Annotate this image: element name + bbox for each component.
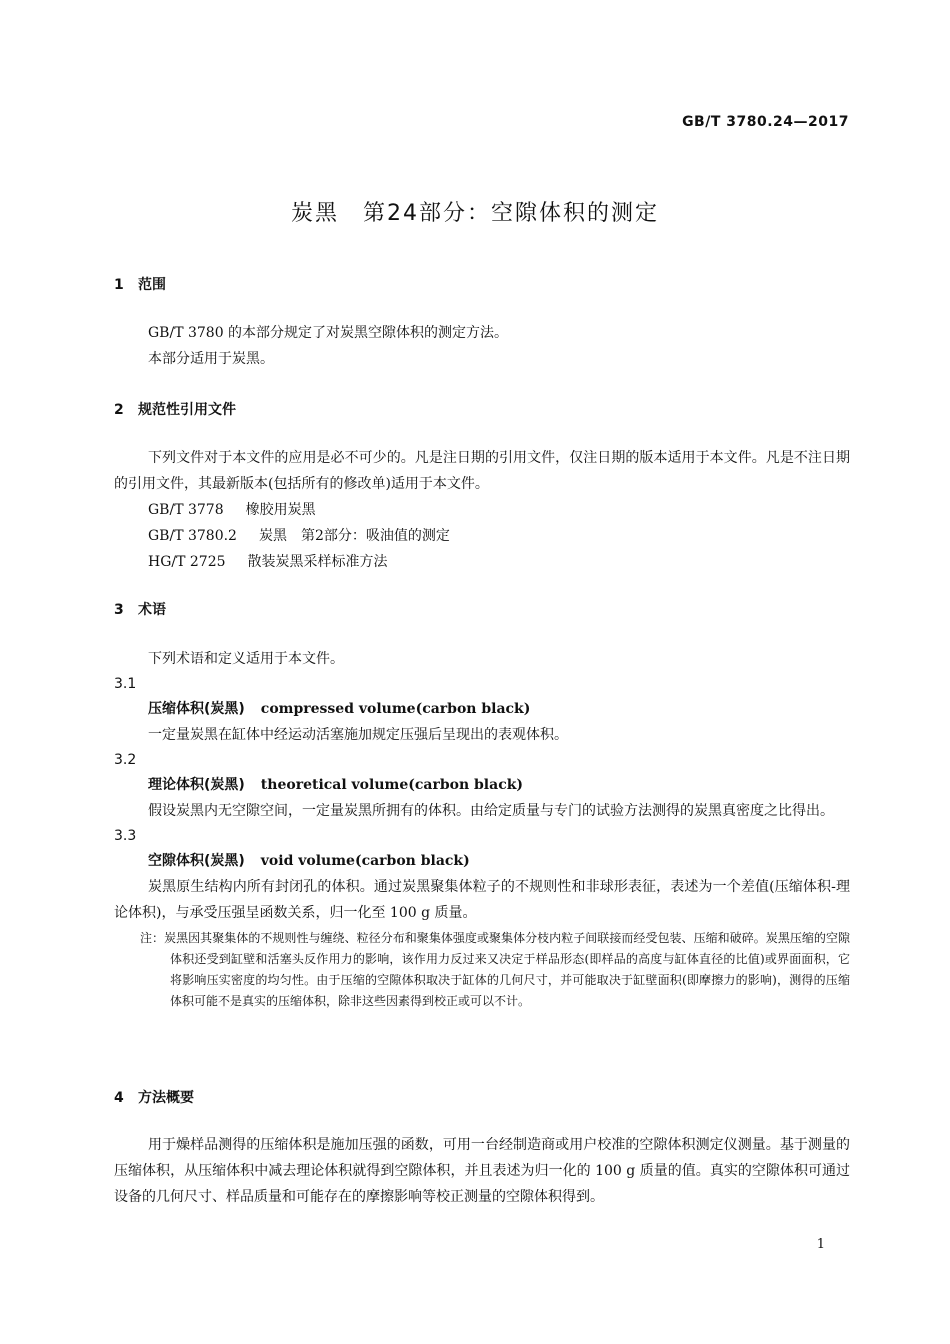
reference-title: 散装炭黑采样标准方法	[247, 554, 388, 570]
reference-code: GB/T 3778	[148, 502, 224, 518]
paragraph: GB/T 3780 的本部分规定了对炭黑空隙体积的测定方法。	[148, 325, 509, 341]
paragraph: 用于燥样品测得的压缩体积是施加压强的函数，可用一台经制造商或用户校准的空隙体积测定仪测量。基于测量的压缩体积，从压缩体积中减去理论体积就得到空隙体积，并且表述为归一化的 100 g 质量的值。真实的空隙体积可通过设备的几何尺寸、样品质量和可能存在的摩擦影响等校正测量的空隙体积得到。	[114, 1137, 850, 1205]
note	[114, 928, 850, 1012]
section-number: 1	[114, 277, 124, 293]
section-title: 规范性引用文件	[138, 402, 236, 418]
section-4-body	[114, 1132, 850, 1210]
reference-code: HG/T 2725	[148, 554, 226, 570]
section-title: 术语	[138, 602, 166, 618]
paragraph: 下列文件对于本文件的应用是必不可少的。凡是注日期的引用文件，仅注日期的版本适用于本文件。凡是不注日期的引用文件，其最新版本(包括所有的修改单)适用于本文件。	[114, 450, 850, 492]
section-1-heading	[114, 274, 850, 294]
term-definition: 炭黑原生结构内所有封闭孔的体积。通过炭黑聚集体粒子的不规则性和非球形表征，表述为一个差值(压缩体积-理论体积)，与承受压强呈函数关系，归一化至 100 g 质量。	[114, 879, 850, 921]
section-number: 4	[114, 1090, 124, 1106]
term-entry	[114, 772, 850, 798]
section-2-body	[114, 445, 850, 575]
note-text: 炭黑因其聚集体的不规则性与缠绕、粒径分布和聚集体强度或聚集体分枝内粒子间联接而经受包装、压缩和破碎。炭黑压缩的空隙体积还受到缸壁和活塞头反作用力的影响，该作用力反过来又决定于样品形态(即样品的高度与缸体直径的比值)或界面面积，它将影响压实密度的均匀性。由于压缩的空隙体积取决于缸体的几何尺寸，并可能取决于缸壁面积(即摩擦力的影响)，测得的压缩体积可能不是真实的压缩体积，除非这些因素得到校正或可以不计。	[164, 931, 850, 1008]
term-en: compressed volume(carbon black)	[260, 701, 531, 717]
term-en: theoretical volume(carbon black)	[260, 777, 524, 793]
section-3-body	[114, 646, 850, 1012]
term-entry	[114, 848, 850, 874]
section-number: 2	[114, 402, 124, 418]
paragraph: 下列术语和定义适用于本文件。	[148, 651, 344, 667]
reference-item	[114, 523, 850, 549]
term-zh: 理论体积(炭黑)	[148, 777, 245, 793]
document-title: 炭黑 第24部分：空隙体积的测定	[291, 201, 659, 226]
section-1-body	[114, 320, 850, 372]
section-title: 方法概要	[138, 1090, 194, 1106]
term-number: 3.1	[114, 676, 137, 692]
section-title: 范围	[138, 277, 166, 293]
reference-code: GB/T 3780.2	[148, 528, 237, 544]
reference-item	[114, 549, 850, 575]
reference-title: 橡胶用炭黑	[245, 502, 316, 518]
section-3-heading	[114, 599, 850, 619]
reference-item	[114, 497, 850, 523]
term-definition: 一定量炭黑在缸体中经运动活塞施加规定压强后呈现出的表观体积。	[148, 727, 568, 743]
term-en: void volume(carbon black)	[260, 853, 470, 869]
reference-title: 炭黑 第2部分：吸油值的测定	[258, 528, 450, 544]
standard-code: GB/T 3780.24—2017	[682, 114, 849, 130]
section-4-heading	[114, 1087, 850, 1107]
note-label: 注：	[140, 931, 165, 945]
term-zh: 压缩体积(炭黑)	[148, 701, 245, 717]
paragraph: 本部分适用于炭黑。	[148, 351, 274, 367]
page-number: 1	[816, 1237, 825, 1252]
term-zh: 空隙体积(炭黑)	[148, 853, 245, 869]
term-number: 3.2	[114, 752, 137, 768]
term-definition: 假设炭黑内无空隙空间，一定量炭黑所拥有的体积。由给定质量与专门的试验方法测得的炭黑真密度之比得出。	[148, 803, 834, 819]
term-number: 3.3	[114, 828, 137, 844]
section-2-heading	[114, 399, 850, 419]
term-entry	[114, 696, 850, 722]
section-number: 3	[114, 602, 124, 618]
